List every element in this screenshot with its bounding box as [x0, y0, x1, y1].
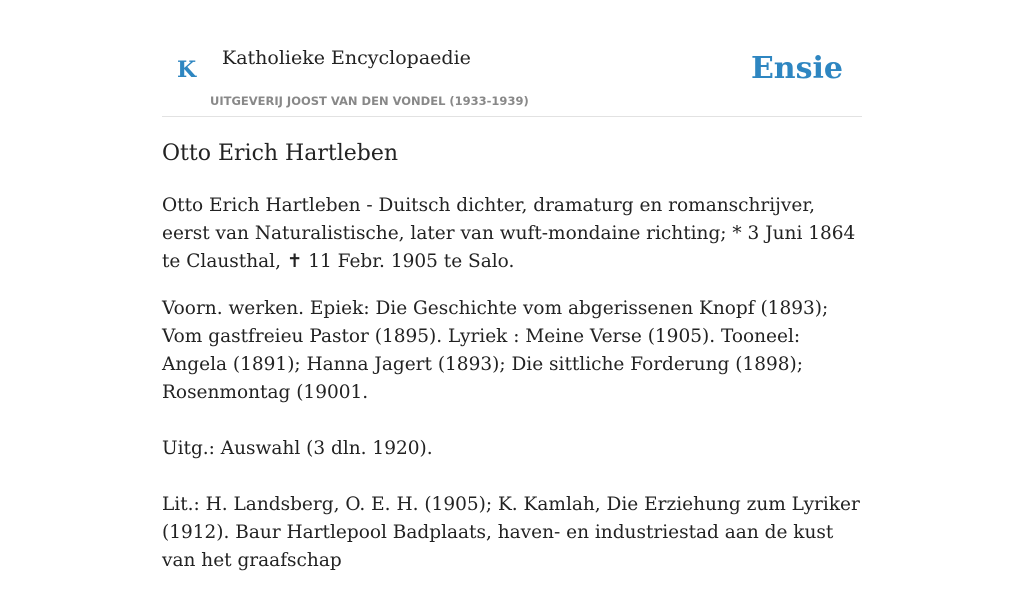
article-body — [162, 192, 862, 594]
article-title: Otto Erich Hartleben — [162, 141, 399, 166]
ensie-brand-logo[interactable]: Ensie — [750, 51, 843, 86]
article-paragraph: Voorn. werken. Epiek: Die Geschichte vom abgerissenen Knopf (1893); Vom gastfreieu Pastor (1895). Lyriek : Meine Verse (1905). Tooneel: Angela (1891); Hanna Jagert (1893); Die sittliche Forderung (1898); Rosenmontag (19001. — [162, 298, 829, 403]
encyclopedia-title[interactable]: Katholieke Encyclopaedie — [222, 47, 471, 69]
article-paragraph: Uitg.: Auswahl (3 dln. 1920). — [162, 438, 433, 459]
site-header — [162, 0, 862, 117]
article-paragraph: Otto Erich Hartleben - Duitsch dichter, dramaturg en romanschrijver, eerst van Naturalistische, later van wuft-mondaine richting; * 3 Juni 1864 te Clausthal, ✝ 11 Febr. 1905 te Salo. — [162, 195, 856, 272]
article-paragraph: Lit.: H. Landsberg, O. E. H. (1905); K. Kamlah, Die Erziehung zum Lyriker (1912). Baur Hartlepool Badplaats, haven- en industriestad aan de kust van het graafschap — [162, 494, 860, 571]
publisher-subtitle: UITGEVERIJ JOOST VAN DEN VONDEL (1933-1939) — [210, 94, 529, 108]
publisher-logo[interactable]: K — [177, 57, 197, 83]
